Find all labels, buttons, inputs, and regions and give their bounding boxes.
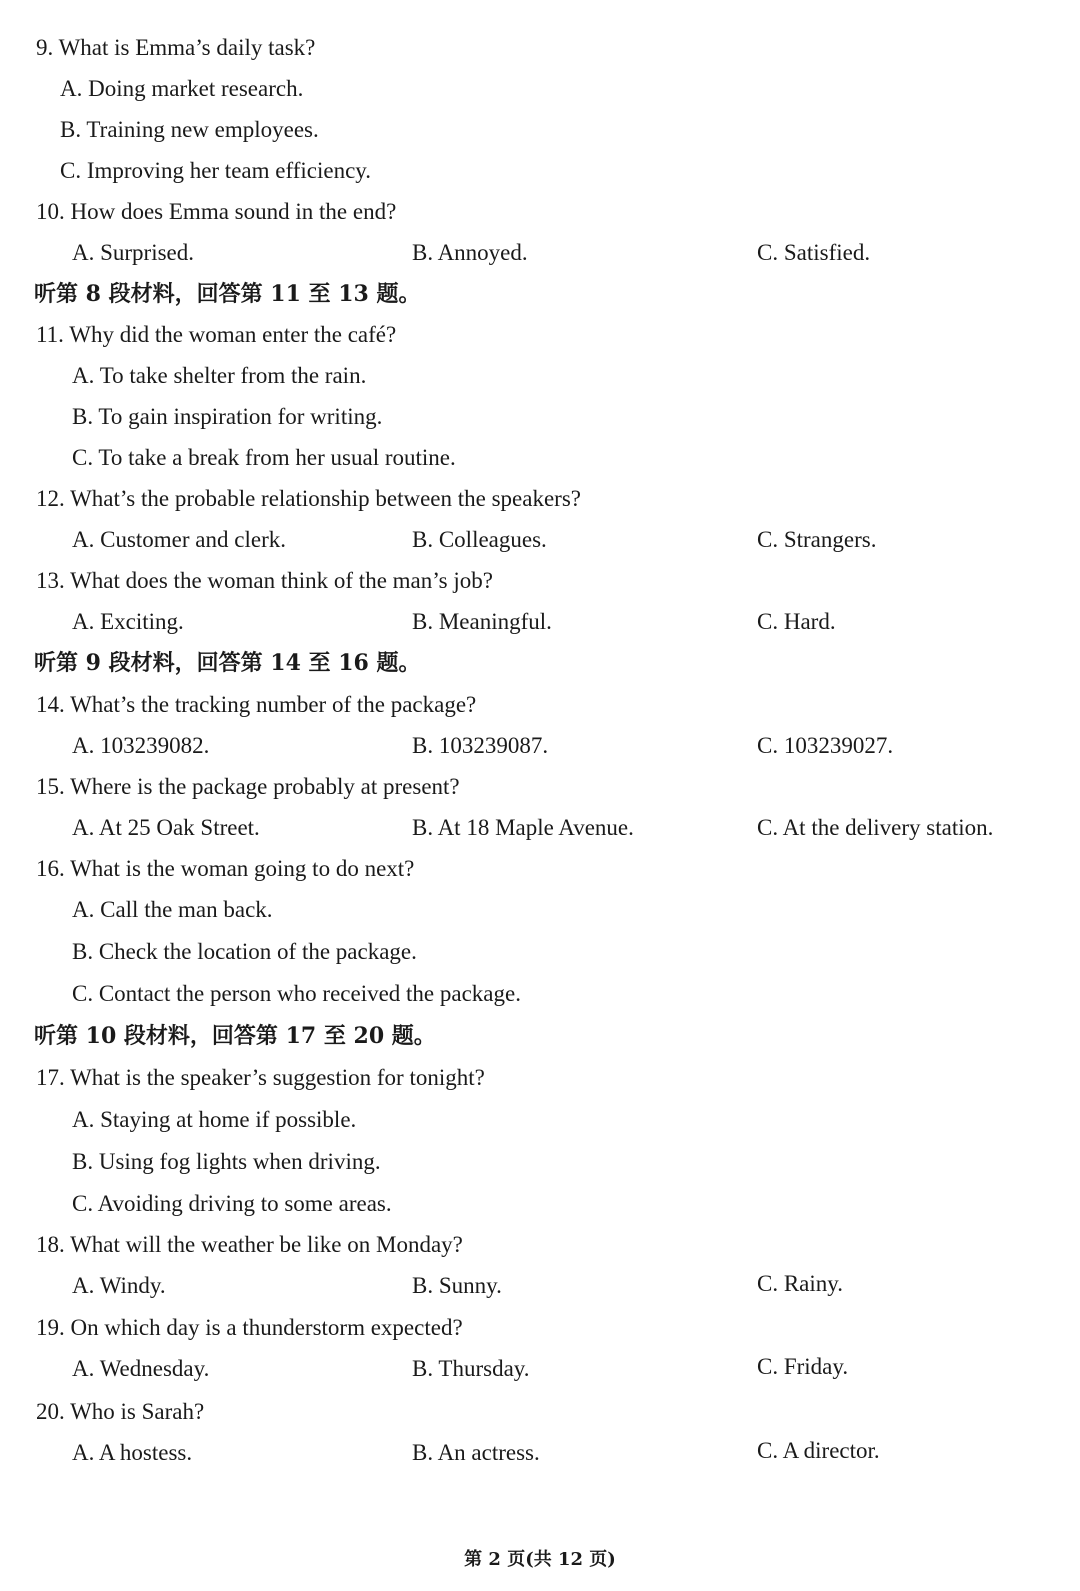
q13-option-b: B. Meaningful. bbox=[412, 609, 552, 634]
section-heading-9: 听第 9 段材料，回答第 14 至 16 题。 bbox=[34, 650, 421, 676]
q15-option-c: C. At the delivery station. bbox=[757, 815, 994, 840]
q19-option-b: B. Thursday. bbox=[412, 1356, 530, 1381]
q20-option-a: A. A hostess. bbox=[72, 1440, 193, 1465]
question-10: 10. How does Emma sound in the end? bbox=[36, 199, 397, 224]
question-19: 19. On which day is a thunderstorm expected? bbox=[36, 1315, 463, 1340]
q18-option-b: B. Sunny. bbox=[412, 1273, 502, 1298]
q16-option-b: B. Check the location of the package. bbox=[72, 939, 417, 964]
q11-option-c: C. To take a break from her usual routine. bbox=[72, 445, 456, 470]
q18-option-a: A. Windy. bbox=[72, 1273, 166, 1298]
question-18: 18. What will the weather be like on Monday? bbox=[36, 1232, 463, 1257]
section-heading-8: 听第 8 段材料，回答第 11 至 13 题。 bbox=[34, 281, 421, 307]
question-11: 11. Why did the woman enter the café? bbox=[36, 322, 397, 347]
q10-option-c: C. Satisfied. bbox=[757, 240, 871, 265]
q9-option-a: A. Doing market research. bbox=[60, 76, 304, 101]
q17-option-b: B. Using fog lights when driving. bbox=[72, 1149, 381, 1174]
q14-option-c: C. 103239027. bbox=[757, 733, 894, 758]
q11-option-a: A. To take shelter from the rain. bbox=[72, 363, 367, 388]
q17-option-a: A. Staying at home if possible. bbox=[72, 1107, 357, 1132]
q19-option-c: C. Friday. bbox=[757, 1354, 849, 1379]
q9-option-c: C. Improving her team efficiency. bbox=[60, 158, 372, 183]
question-12: 12. What’s the probable relationship between the speakers? bbox=[36, 486, 582, 511]
q12-option-b: B. Colleagues. bbox=[412, 527, 547, 552]
page-footer: 第 2 页(共 12 页) bbox=[464, 1549, 616, 1570]
q19-option-a: A. Wednesday. bbox=[72, 1356, 210, 1381]
question-16: 16. What is the woman going to do next? bbox=[36, 856, 415, 881]
q13-option-a: A. Exciting. bbox=[72, 609, 184, 634]
question-13: 13. What does the woman think of the man’s job? bbox=[36, 568, 493, 593]
q13-option-c: C. Hard. bbox=[757, 609, 836, 634]
q10-option-b: B. Annoyed. bbox=[412, 240, 528, 265]
q9-option-b: B. Training new employees. bbox=[60, 117, 319, 142]
q18-option-c: C. Rainy. bbox=[757, 1271, 844, 1296]
q20-option-c: C. A director. bbox=[757, 1438, 880, 1463]
q16-option-c: C. Contact the person who received the package. bbox=[72, 981, 521, 1006]
question-15: 15. Where is the package probably at present? bbox=[36, 774, 460, 799]
q11-option-b: B. To gain inspiration for writing. bbox=[72, 404, 383, 429]
q12-option-c: C. Strangers. bbox=[757, 527, 877, 552]
q17-option-c: C. Avoiding driving to some areas. bbox=[72, 1191, 392, 1216]
q15-option-a: A. At 25 Oak Street. bbox=[72, 815, 260, 840]
question-9: 9. What is Emma’s daily task? bbox=[36, 35, 316, 60]
q16-option-a: A. Call the man back. bbox=[72, 897, 273, 922]
section-heading-10: 听第 10 段材料，回答第 17 至 20 题。 bbox=[34, 1023, 436, 1049]
question-17: 17. What is the speaker’s suggestion for tonight? bbox=[36, 1065, 485, 1090]
q12-option-a: A. Customer and clerk. bbox=[72, 527, 286, 552]
q10-option-a: A. Surprised. bbox=[72, 240, 195, 265]
q15-option-b: B. At 18 Maple Avenue. bbox=[412, 815, 634, 840]
q14-option-b: B. 103239087. bbox=[412, 733, 549, 758]
q20-option-b: B. An actress. bbox=[412, 1440, 540, 1465]
question-14: 14. What’s the tracking number of the package? bbox=[36, 692, 477, 717]
question-20: 20. Who is Sarah? bbox=[36, 1399, 205, 1424]
q14-option-a: A. 103239082. bbox=[72, 733, 210, 758]
